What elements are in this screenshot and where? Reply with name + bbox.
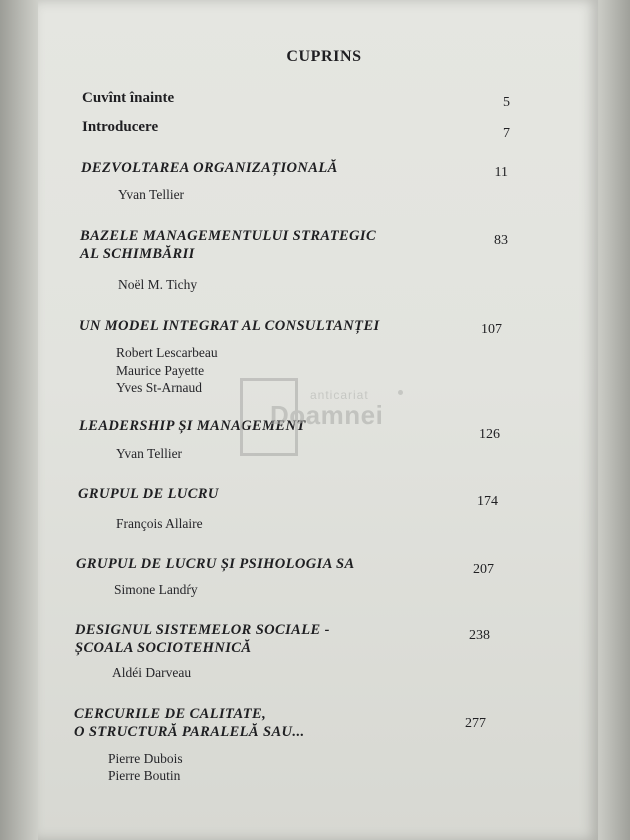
page-number: 126 xyxy=(479,427,500,442)
chapter-title: LEADERSHIP ȘI MANAGEMENT xyxy=(79,418,306,434)
chapter-title: CERCURILE DE CALITATE, xyxy=(74,706,267,722)
chapter-author: Pierre Boutin xyxy=(108,768,181,783)
chapter-author: Simone Landŕy xyxy=(114,582,198,597)
chapter-title: UN MODEL INTEGRAT AL CONSULTANȚEI xyxy=(79,318,380,334)
watermark-top-text: anticariat xyxy=(310,388,369,402)
page-number: 11 xyxy=(494,165,508,180)
page-number: 83 xyxy=(494,233,508,248)
toc-entry-foreword: Cuvînt înainte xyxy=(82,90,175,106)
chapter-author: Pierre Dubois xyxy=(108,751,183,766)
page-number: 107 xyxy=(481,322,502,337)
chapter-author: Noël M. Tichy xyxy=(118,277,198,292)
chapter-title-line-2: ȘCOALA SOCIOTEHNICĂ xyxy=(75,640,252,656)
chapter-title-line-2: O STRUCTURĂ PARALELĂ SAU... xyxy=(74,724,305,740)
page-number: 5 xyxy=(503,95,510,110)
chapter-title: DESIGNUL SISTEMELOR SOCIALE - xyxy=(75,622,330,638)
toc-heading: CUPRINS xyxy=(286,48,362,65)
chapter-title: GRUPUL DE LUCRU ȘI PSIHOLOGIA SA xyxy=(76,556,355,572)
page-number: 238 xyxy=(469,628,490,643)
watermark-dot xyxy=(398,390,403,395)
chapter-author: Aldéi Darveau xyxy=(112,665,192,680)
page-number: 174 xyxy=(477,494,498,509)
watermark-logo xyxy=(240,378,410,458)
chapter-author: Maurice Payette xyxy=(116,363,205,378)
chapter-title: GRUPUL DE LUCRU xyxy=(78,486,219,502)
page-number: 207 xyxy=(473,562,494,577)
toc-entry-introduction: Introducere xyxy=(82,119,159,135)
chapter-author: François Allaire xyxy=(116,516,203,531)
chapter-author: Yvan Tellier xyxy=(118,187,185,202)
chapter-author: Yves St-Arnaud xyxy=(116,380,203,395)
page-number: 7 xyxy=(503,126,510,141)
chapter-title: BAZELE MANAGEMENTULUI STRATEGIC xyxy=(80,228,377,244)
chapter-title: DEZVOLTAREA ORGANIZAȚIONALĂ xyxy=(81,160,338,176)
watermark-main-text: Doamnei xyxy=(270,400,384,430)
chapter-author: Robert Lescarbeau xyxy=(116,345,218,360)
chapter-title-line-2: AL SCHIMBĂRII xyxy=(80,246,195,262)
chapter-author: Yvan Tellier xyxy=(116,446,183,461)
page-number: 277 xyxy=(465,716,486,731)
